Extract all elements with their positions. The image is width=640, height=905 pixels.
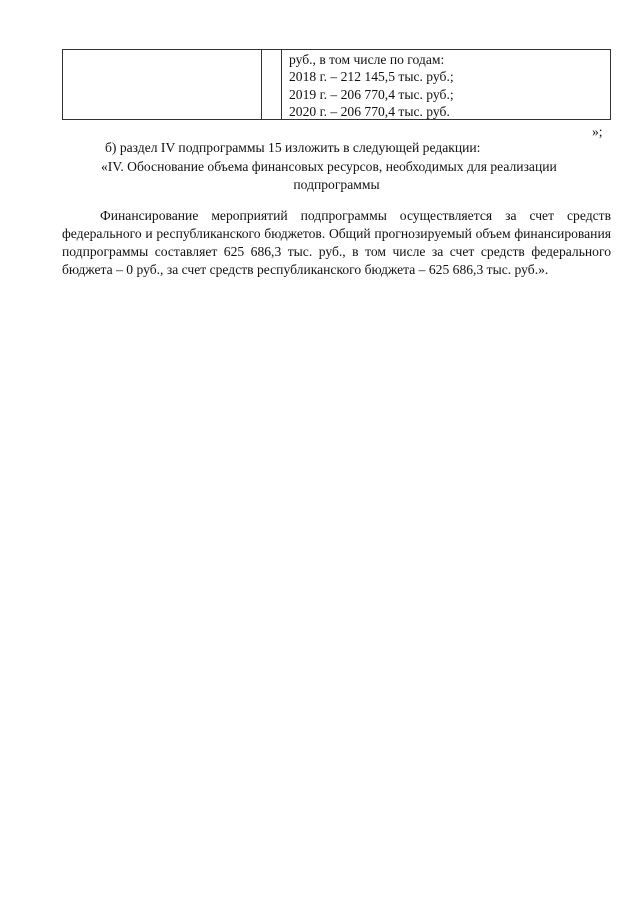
funding-line-2018: 2018 г. – 212 145,5 тыс. руб.; [289, 69, 454, 85]
financing-paragraph: Финансирование мероприятий подпрограммы осуществляется за счет средств федерального и республиканского бюджетов. Общий прогнозируемый объем финансирования подпрограммы составляет 625 686,3 тыс. руб., в том числе за счет средств федерального бюджета – 0 руб., за счет средств республиканского бюджета – 625 686,3 тыс. руб.». [62, 208, 611, 277]
funding-line-2019: 2019 г. – 206 770,4 тыс. руб.; [289, 86, 454, 102]
table-column-divider [261, 50, 262, 119]
funding-cell [289, 51, 609, 121]
budget-table-fragment [62, 49, 611, 120]
section-heading-line-1: «IV. Обоснование объема финансовых ресурсов, необходимых для реализации [101, 159, 557, 174]
section-heading [62, 158, 611, 193]
funding-line-total: руб., в том числе по годам: [289, 52, 445, 67]
section-heading-line-2: подпрограммы [293, 176, 380, 192]
closing-quote: »; [592, 124, 603, 139]
amendment-item-b: б) раздел IV подпрограммы 15 изложить в следующей редакции: [105, 140, 481, 155]
funding-line-2020: 2020 г. – 206 770,4 тыс. руб. [289, 104, 450, 120]
table-column-divider [281, 50, 282, 119]
